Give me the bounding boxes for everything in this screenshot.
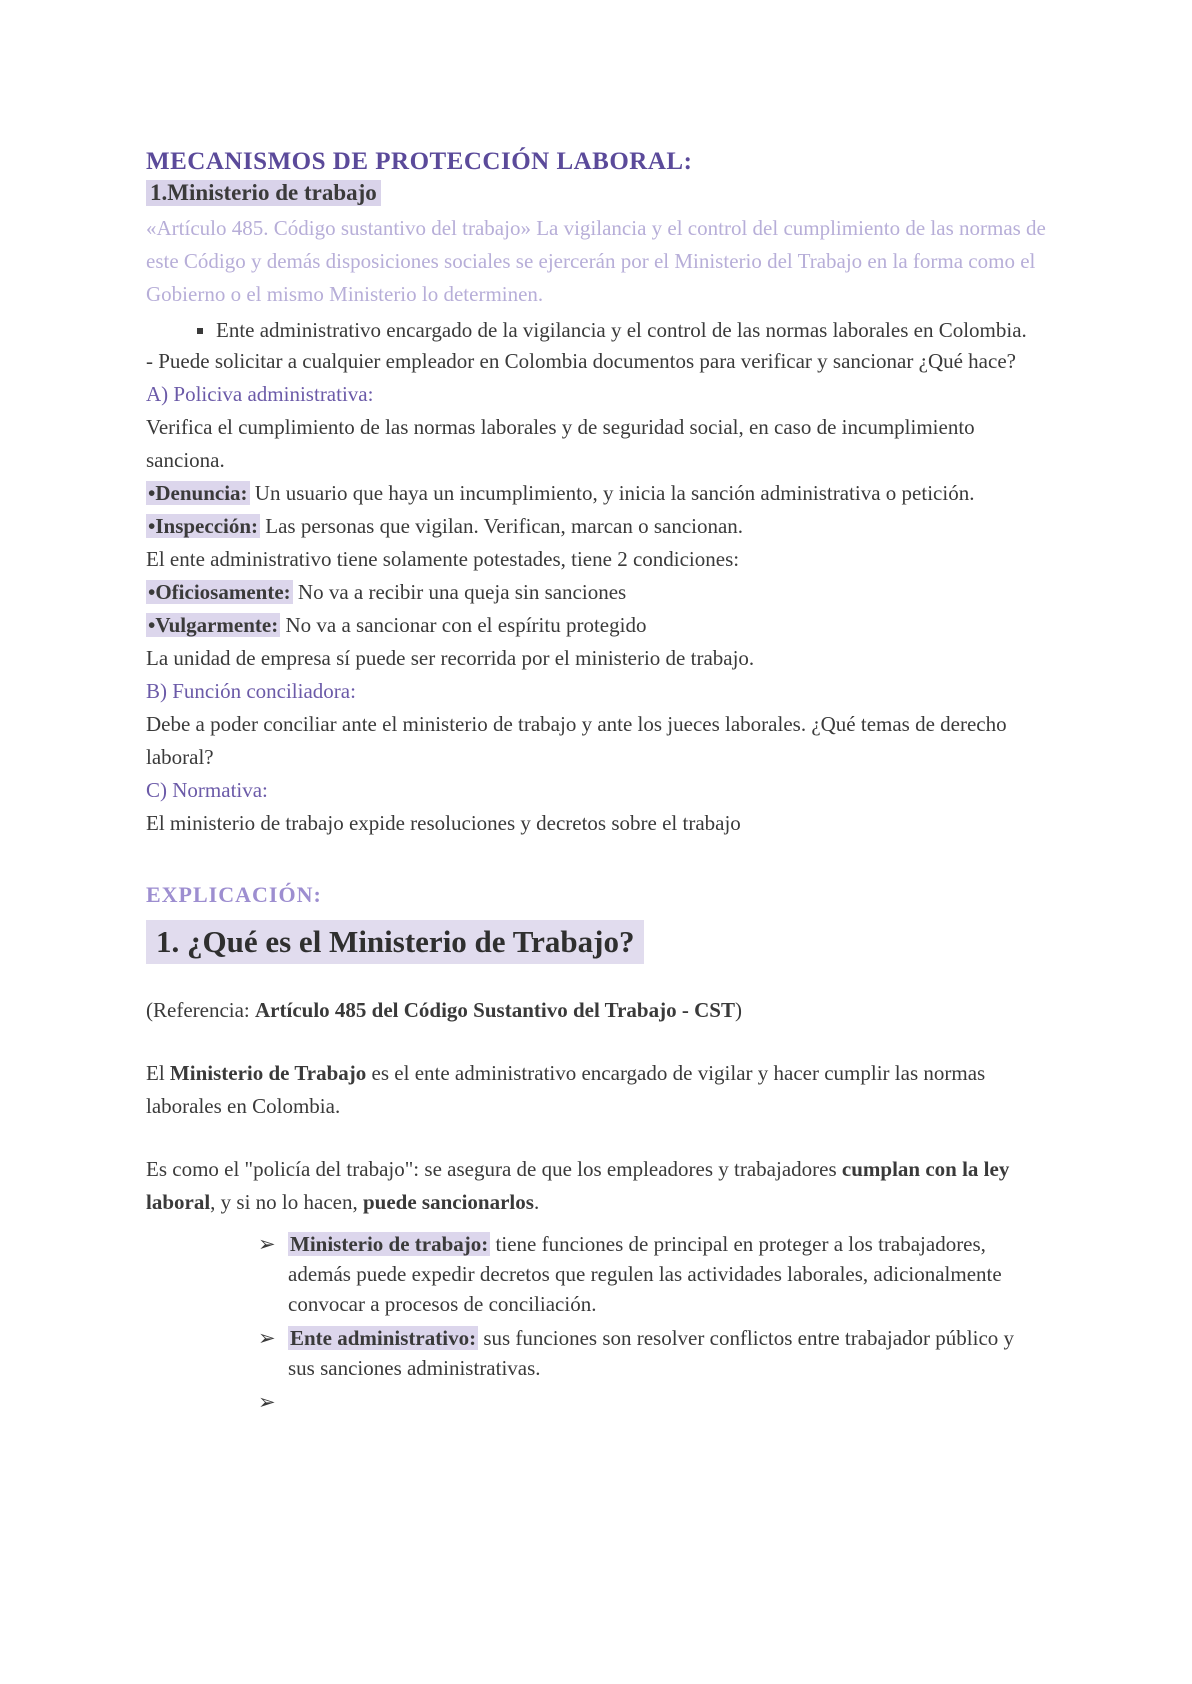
function-c-heading: C) Normativa: [146,778,268,802]
article-quote: «Artículo 485. Código sustantivo del trabajo» La vigilancia y el control del cumplimiento de las normas de este Código y demás disposiciones sociales se ejercerán por el Ministerio del Trabajo en la forma como el Gobierno o el mismo Ministerio lo determinen. [146,216,1046,306]
note-line: La unidad de empresa sí puede ser recorrida por el ministerio de trabajo. [146,646,755,670]
bold-fragment: Ministerio de Trabajo [169,1061,367,1085]
reference-line [146,994,1046,1027]
text-fragment: Es como el "policía del trabajo": se asegura de que los empleadores y trabajadores [146,1157,842,1181]
arrow-bullet-icon: ➢ [258,1232,276,1256]
labeled-line [146,576,1046,609]
function-b-text: Debe a poder conciliar ante el ministerio de trabajo y ante los jueces laborales. ¿Qué temas de derecho laboral? [146,712,1007,769]
text-fragment: es el ente administrativo encargado de vigilar y hacer cumplir las normas laborales en Colombia. [146,1061,986,1118]
label-inspeccion: •Inspección: [148,514,259,538]
conditions-note: El ente administrativo tiene solamente potestades, tiene 2 condiciones: [146,547,740,571]
line-text: Un usuario que haya un incumplimiento, y inicia la sanción administrativa o petición. [254,481,975,505]
item-label: Ministerio de trabajo: [290,1232,489,1256]
reference-article: Artículo 485 del Código Sustantivo del Trabajo - CST [255,998,735,1022]
label-denuncia: •Denuncia: [148,481,248,505]
analogy-paragraph [146,1153,1046,1219]
function-a-heading: A) Policiva administrativa: [146,382,374,406]
item-label: Ente administrativo: [290,1326,477,1350]
text-fragment: . [533,1190,540,1214]
list-item: ▪ Ente administrativo encargado de la vigilancia y el control de las normas laborales en Colombia. [216,315,1046,345]
line-text: Las personas que vigilan. Verifican, marcan o sancionan. [265,514,744,538]
definition-paragraph [146,1057,1046,1123]
line-text: No va a recibir una queja sin sanciones [297,580,627,604]
function-a-text: Verifica el cumplimiento de las normas laborales y de seguridad social, en caso de incumplimiento sanciona. [146,415,975,472]
item-text: tiene funciones de principal en proteger a los trabajadores, además puede expedir decretos que regulen las actividades laborales, adicionalmente convocar a procesos de conciliación. [288,1232,1002,1316]
label-vulgarmente: •Vulgarmente: [148,613,279,637]
list-item [258,1229,1046,1319]
function-c-text: El ministerio de trabajo expide resoluciones y decretos sobre el trabajo [146,811,741,835]
bold-fragment: cumplan con la ley laboral [146,1157,1010,1214]
list-item [258,1323,1046,1383]
text-fragment: , y si no lo hacen, [210,1190,363,1214]
label-oficiosamente: •Oficiosamente: [148,580,291,604]
explanation-heading: 1. ¿Qué es el Ministerio de Trabajo? [146,920,644,964]
function-b-heading: B) Función conciliadora: [146,679,356,703]
document-body [146,146,1046,1414]
explanation-label: EXPLICACIÓN: [146,882,322,907]
line-text: No va a sancionar con el espíritu protegido [285,613,647,637]
reference-suffix: ) [734,998,742,1022]
reference-prefix: (Referencia: [146,998,256,1022]
question-line: - Puede solicitar a cualquier empleador en Colombia documentos para verificar y sancionar ¿Qué hace? [146,349,1016,373]
arrow-bullet-icon: ➢ [258,1326,276,1350]
arrow-list [146,1229,1046,1414]
bold-fragment: puede sancionarlos [362,1190,534,1214]
section-heading: 1.Ministerio de trabajo [146,180,381,206]
bullet-list [146,315,1046,345]
labeled-line [146,609,1046,642]
text-fragment: El [146,1061,170,1085]
labeled-line [146,510,1046,543]
labeled-line [146,477,1046,510]
arrow-bullet-icon: ➢ [258,1390,276,1414]
item-text: sus funciones son resolver conflictos entre trabajador público y sus sanciones administrativas. [288,1326,1015,1380]
page-title: MECANISMOS DE PROTECCIÓN LABORAL: [146,148,693,175]
